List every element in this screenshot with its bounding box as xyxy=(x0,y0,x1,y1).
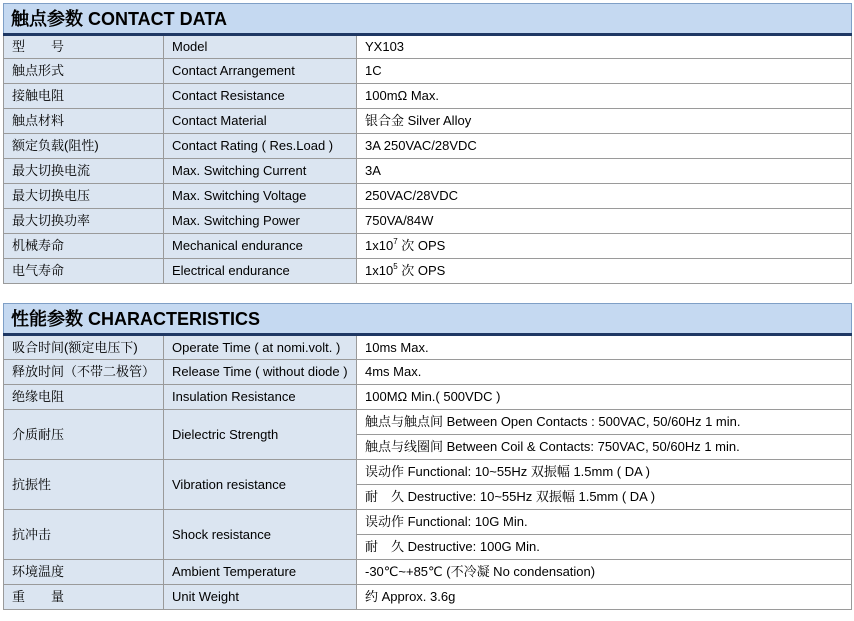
table-row xyxy=(4,560,852,585)
table-row xyxy=(4,35,852,59)
row-label-en: Ambient Temperature xyxy=(164,560,357,585)
table-row xyxy=(4,109,852,134)
value-exponent: 7 xyxy=(393,237,398,246)
table-row xyxy=(4,460,852,485)
table-row xyxy=(4,335,852,360)
row-value: 3A xyxy=(357,159,852,184)
row-label-cn: 最大切换电压 xyxy=(4,184,164,209)
row-label-cn: 抗振性 xyxy=(4,460,164,510)
value-base: 1x10 xyxy=(365,238,394,253)
row-value xyxy=(357,234,852,259)
table-row xyxy=(4,59,852,84)
row-label-en: Vibration resistance xyxy=(164,460,357,510)
row-value: 750VA/84W xyxy=(357,209,852,234)
value-base: 1x10 xyxy=(365,263,394,278)
row-label-cn: 重 量 xyxy=(4,585,164,610)
row-label-en: Contact Rating ( Res.Load ) xyxy=(164,134,357,159)
row-value: -30℃~+85℃ (不冷凝 No condensation) xyxy=(357,560,852,585)
value-exponent: 5 xyxy=(393,262,398,271)
row-label-en: Max. Switching Voltage xyxy=(164,184,357,209)
table-row xyxy=(4,159,852,184)
row-label-en: Max. Switching Power xyxy=(164,209,357,234)
row-label-cn: 机械寿命 xyxy=(4,234,164,259)
row-label-cn: 接触电阻 xyxy=(4,84,164,109)
row-label-en: Operate Time ( at nomi.volt. ) xyxy=(164,335,357,360)
row-label-en: Shock resistance xyxy=(164,510,357,560)
row-label-en: Unit Weight xyxy=(164,585,357,610)
table-row xyxy=(4,585,852,610)
characteristics-title: 性能参数 CHARACTERISTICS xyxy=(4,304,852,335)
row-value: 1C xyxy=(357,59,852,84)
row-label-en: Model xyxy=(164,35,357,59)
row-label-en: Contact Material xyxy=(164,109,357,134)
row-label-en: Contact Arrangement xyxy=(164,59,357,84)
row-label-cn: 触点材料 xyxy=(4,109,164,134)
table-row xyxy=(4,84,852,109)
row-value: 4ms Max. xyxy=(357,360,852,385)
row-label-cn: 触点形式 xyxy=(4,59,164,84)
row-label-en: Max. Switching Current xyxy=(164,159,357,184)
row-label-cn: 环境温度 xyxy=(4,560,164,585)
row-value: 100mΩ Max. xyxy=(357,84,852,109)
value-unit: 次 OPS xyxy=(397,238,446,253)
table-row xyxy=(4,184,852,209)
row-value: 误动作 Functional: 10~55Hz 双振幅 1.5mm ( DA ) xyxy=(357,460,852,485)
row-label-cn: 释放时间（不带二极管） xyxy=(4,360,164,385)
row-label-cn: 电气寿命 xyxy=(4,259,164,284)
row-value xyxy=(357,259,852,284)
table-row xyxy=(4,360,852,385)
row-label-en: Release Time ( without diode ) xyxy=(164,360,357,385)
row-value: 银合金 Silver Alloy xyxy=(357,109,852,134)
row-value: 100MΩ Min.( 500VDC ) xyxy=(357,385,852,410)
row-value: 10ms Max. xyxy=(357,335,852,360)
table-row xyxy=(4,259,852,284)
table-row xyxy=(4,209,852,234)
row-label-cn: 介质耐压 xyxy=(4,410,164,460)
row-value: 3A 250VAC/28VDC xyxy=(357,134,852,159)
row-label-cn: 最大切换电流 xyxy=(4,159,164,184)
table-row xyxy=(4,134,852,159)
row-label-en: Mechanical endurance xyxy=(164,234,357,259)
contact-data-title: 触点参数 CONTACT DATA xyxy=(4,4,852,35)
contact-data-table xyxy=(3,3,852,284)
row-value: 误动作 Functional: 10G Min. xyxy=(357,510,852,535)
row-label-cn: 最大切换功率 xyxy=(4,209,164,234)
table-row xyxy=(4,510,852,535)
row-label-cn: 额定负载(阻性) xyxy=(4,134,164,159)
row-label-cn: 绝缘电阻 xyxy=(4,385,164,410)
row-label-cn: 抗冲击 xyxy=(4,510,164,560)
row-value: 250VAC/28VDC xyxy=(357,184,852,209)
row-label-cn: 吸合时间(额定电压下) xyxy=(4,335,164,360)
table-row xyxy=(4,410,852,435)
row-label-en: Electrical endurance xyxy=(164,259,357,284)
row-label-en: Dielectric Strength xyxy=(164,410,357,460)
row-label-cn: 型 号 xyxy=(4,35,164,59)
value-unit: 次 OPS xyxy=(397,263,446,278)
row-label-en: Insulation Resistance xyxy=(164,385,357,410)
row-label-en: Contact Resistance xyxy=(164,84,357,109)
characteristics-table xyxy=(3,303,852,610)
row-value: 触点与线圈间 Between Coil & Contacts: 750VAC, 50/60Hz 1 min. xyxy=(357,435,852,460)
row-value: 约 Approx. 3.6g xyxy=(357,585,852,610)
table-row xyxy=(4,234,852,259)
row-value: 耐 久 Destructive: 10~55Hz 双振幅 1.5mm ( DA ) xyxy=(357,485,852,510)
row-value: 触点与触点间 Between Open Contacts : 500VAC, 50/60Hz 1 min. xyxy=(357,410,852,435)
row-value: 耐 久 Destructive: 100G Min. xyxy=(357,535,852,560)
row-value: YX103 xyxy=(357,35,852,59)
table-row xyxy=(4,385,852,410)
